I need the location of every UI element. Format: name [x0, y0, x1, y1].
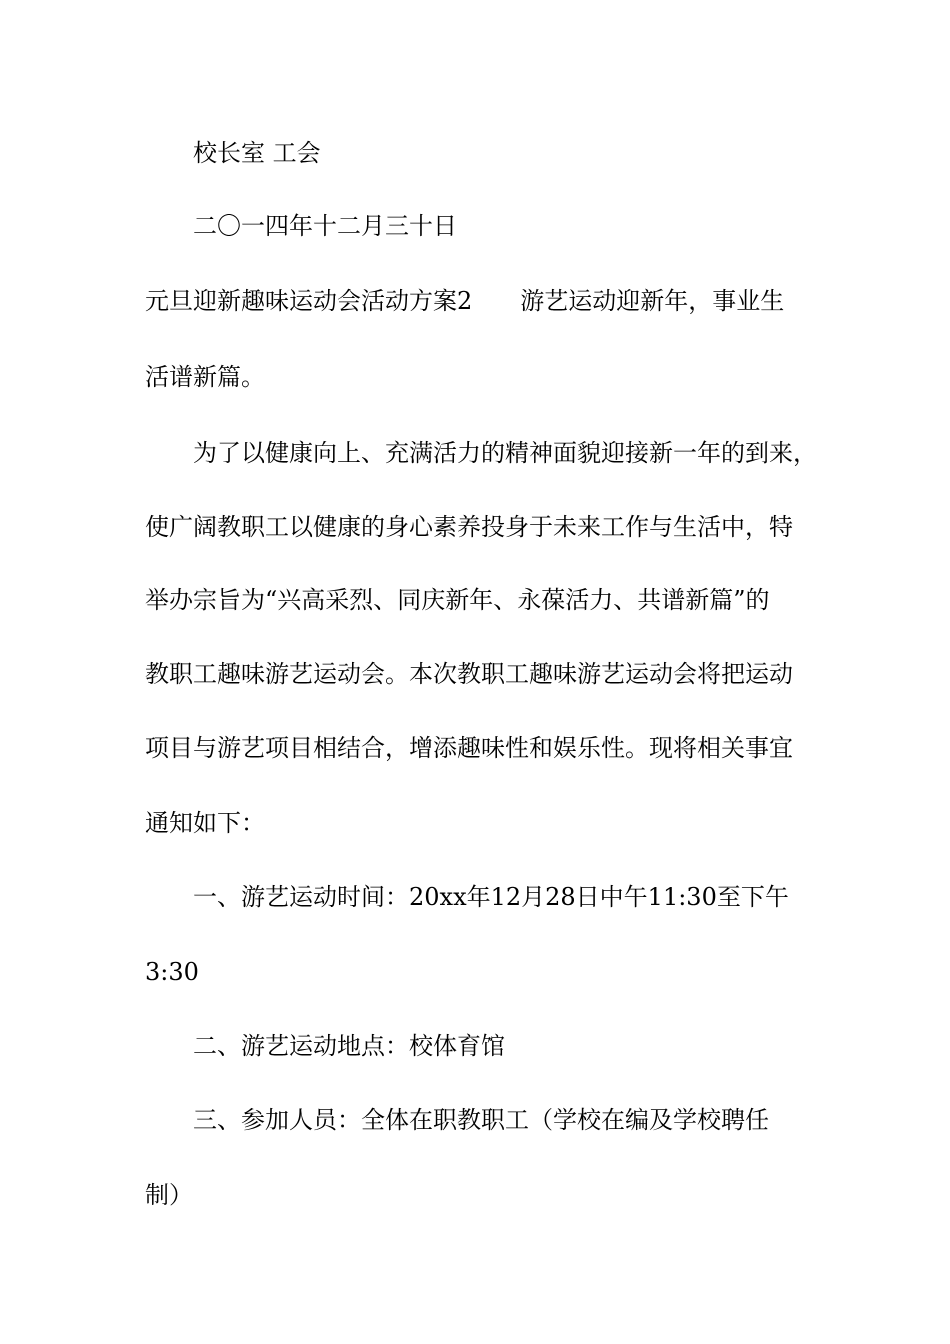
paragraph-line: 通知如下： — [145, 809, 265, 837]
paragraph-line: 为了以健康向上、充满活力的精神面貌迎接新一年的到来， — [193, 439, 817, 467]
paragraph-line: 项目与游艺项目相结合，增添趣味性和娱乐性。现将相关事宜 — [145, 734, 793, 762]
paragraph-line: 举办宗旨为“兴高采烈、同庆新年、永葆活力、共谱新篇”的 — [145, 586, 770, 614]
item-participants-line-1: 三、参加人员：全体在职教职工（学校在编及学校聘任 — [193, 1106, 769, 1134]
signature-date: 二〇一四年十二月三十日 — [193, 212, 457, 240]
signature-org: 校长室 工会 — [193, 139, 321, 167]
section-heading-line — [145, 286, 825, 316]
item-location: 二、游艺运动地点：校体育馆 — [193, 1032, 505, 1060]
paragraph-line: 使广阔教职工以健康的身心素养投身于未来工作与生活中，特 — [145, 513, 793, 541]
item-time-line-2: 3:30 — [145, 958, 199, 986]
item-time-line-1: 一、游艺运动时间：20xx年12月28日中午11:30至下午 — [193, 883, 789, 911]
item-participants-line-2: 制） — [145, 1181, 193, 1209]
section-heading: 元旦迎新趣味运动会活动方案2 — [145, 287, 473, 315]
paragraph-line: 教职工趣味游艺运动会。本次教职工趣味游艺运动会将把运动 — [145, 660, 793, 688]
section-heading-tail: 游艺运动迎新年，事业生 — [520, 287, 785, 315]
section-heading-tail-2: 活谱新篇。 — [145, 363, 265, 391]
